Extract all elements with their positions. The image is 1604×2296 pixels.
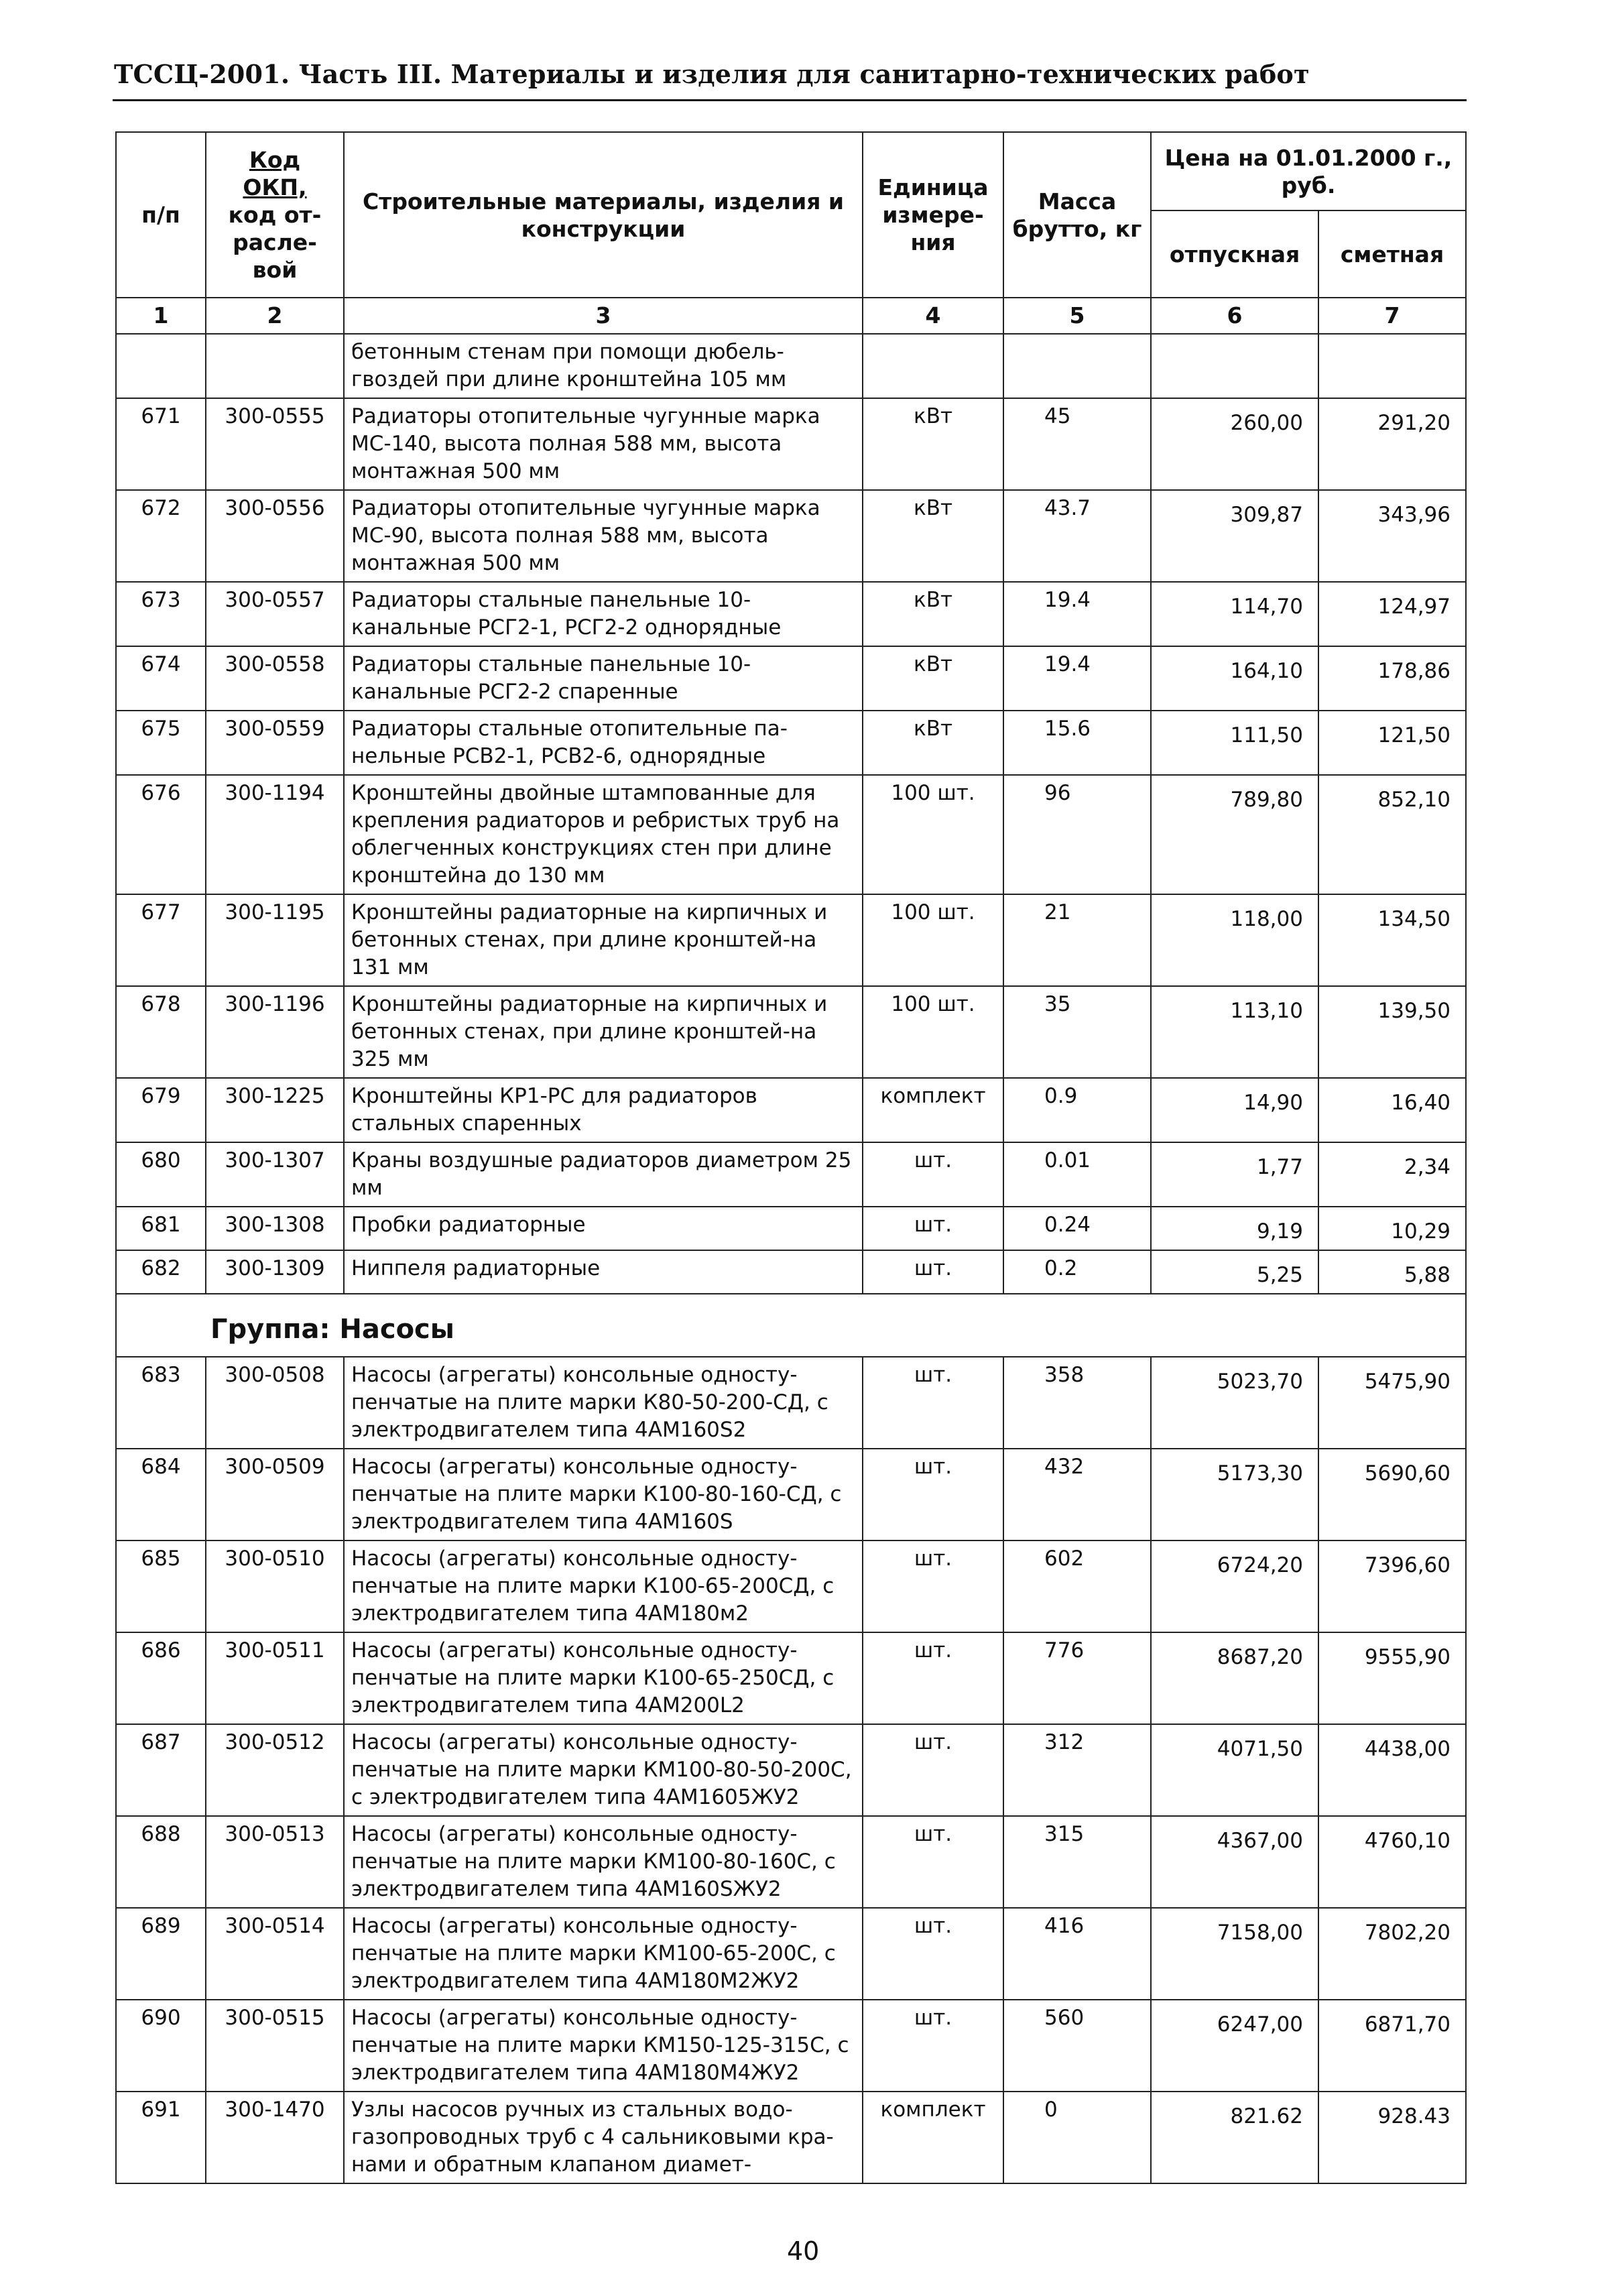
col-header-price-estimate: сметная [1318,210,1466,298]
col-header-num: п/п [116,132,206,298]
row-name: Ниппеля радиаторные [344,1250,863,1294]
row-name: Радиаторы отопительные чугунные марка МС-90, высота полная 588 мм, высота монтажная 500 мм [344,490,863,582]
row-unit: комплект [863,2092,1003,2183]
row-price-release: 1,77 [1151,1142,1318,1207]
row-code: 300-0510 [206,1540,344,1632]
col-header-name: Строительные материалы, изделия и конструкции [344,132,863,298]
row-price-estimate: 291,20 [1318,398,1466,490]
row-unit: шт. [863,1908,1003,2000]
row-mass: 312 [1003,1724,1151,1816]
row-unit: шт. [863,2000,1003,2092]
row-code: 300-0557 [206,582,344,646]
row-price-release: 164,10 [1151,646,1318,711]
row-number: 689 [116,1908,206,2000]
row-code: 300-0512 [206,1724,344,1816]
row-price-release: 6724,20 [1151,1540,1318,1632]
row-number: 674 [116,646,206,711]
row-price-release: 6247,00 [1151,2000,1318,2092]
table-row [116,2000,1466,2092]
row-price-estimate: 5475,90 [1318,1357,1466,1449]
row-price-release: 789,80 [1151,775,1318,894]
table-row [116,646,1466,711]
row-code: 300-0556 [206,490,344,582]
col-header-code-line5: вой [252,257,298,283]
row-code: 300-0558 [206,646,344,711]
row-mass: 19.4 [1003,646,1151,711]
row-name: Краны воздушные радиаторов диаметром 25 мм [344,1142,863,1207]
row-number: 671 [116,398,206,490]
row-number: 690 [116,2000,206,2092]
column-number: 5 [1003,298,1151,334]
row-code: 300-0555 [206,398,344,490]
row-code: 300-1307 [206,1142,344,1207]
row-price-estimate: 134,50 [1318,894,1466,986]
col-header-code-line4: расле- [233,229,317,255]
row-price-release: 118,00 [1151,894,1318,986]
row-price-estimate: 4438,00 [1318,1724,1466,1816]
table-row [116,1632,1466,1724]
row-name: Насосы (агрегаты) консольные односту-пенчатые на плите марки КМ150-125-315С, с электродвигателем типа 4АМ180М4ЖУ2 [344,2000,863,2092]
row-code: 300-0511 [206,1632,344,1724]
table-row [116,398,1466,490]
table-row [116,1724,1466,1816]
table-row [116,894,1466,986]
row-name: Кронштейны радиаторные на кирпичных и бетонных стенах, при длине кронштей-на 325 мм [344,986,863,1078]
row-mass: 0.2 [1003,1250,1151,1294]
row-unit: 100 шт. [863,986,1003,1078]
row-code: 300-0515 [206,2000,344,2092]
continuation-row [116,334,1466,398]
row-price-release: 5023,70 [1151,1357,1318,1449]
row-price-estimate: 139,50 [1318,986,1466,1078]
row-price-estimate: 124,97 [1318,582,1466,646]
row-unit: кВт [863,398,1003,490]
table-row [116,711,1466,775]
row-price-release: 4367,00 [1151,1816,1318,1908]
row-price-estimate: 5690,60 [1318,1449,1466,1540]
row-name: Насосы (агрегаты) консольные односту-пенчатые на плите марки К100-80-160-СД, с электродвигателем типа 4АМ160S [344,1449,863,1540]
group-row [116,1294,1466,1357]
row-name: Радиаторы стальные панельные 10-канальные РСГ2-1, РСГ2-2 однорядные [344,582,863,646]
table-row [116,1207,1466,1250]
row-code: 300-1309 [206,1250,344,1294]
table-row [116,1078,1466,1142]
row-unit: 100 шт. [863,894,1003,986]
row-mass: 776 [1003,1632,1151,1724]
row-number: 676 [116,775,206,894]
row-unit: шт. [863,1632,1003,1724]
row-mass: 0.01 [1003,1142,1151,1207]
row-price-release: 260,00 [1151,398,1318,490]
row-code: 300-1194 [206,775,344,894]
column-number: 4 [863,298,1003,334]
row-price-release: 5,25 [1151,1250,1318,1294]
row-price-estimate: 121,50 [1318,711,1466,775]
row-code: 300-0509 [206,1449,344,1540]
row-code: 300-0514 [206,1908,344,2000]
row-price-estimate: 852,10 [1318,775,1466,894]
row-code: 300-1195 [206,894,344,986]
row-name: Радиаторы отопительные чугунные марка МС-140, высота полная 588 мм, высота монтажная 500 мм [344,398,863,490]
table-row [116,1250,1466,1294]
row-mass: 0.24 [1003,1207,1151,1250]
row-name: Насосы (агрегаты) консольные односту-пенчатые на плите марки КМ100-80-50-200С, с электродвигателем типа 4АМ1605ЖУ2 [344,1724,863,1816]
row-price-estimate: 10,29 [1318,1207,1466,1250]
row-price-release: 4071,50 [1151,1724,1318,1816]
table-row [116,2092,1466,2183]
row-price-release: 14,90 [1151,1078,1318,1142]
row-price-release: 8687,20 [1151,1632,1318,1724]
page-number: 40 [787,2236,820,2266]
row-mass: 0 [1003,2092,1151,2183]
table-row [116,986,1466,1078]
table-row [116,1357,1466,1449]
row-mass: 432 [1003,1449,1151,1540]
row-price-release: 9,19 [1151,1207,1318,1250]
col-header-price-group: Цена на 01.01.2000 г., руб. [1151,132,1466,210]
row-name: Насосы (агрегаты) консольные односту-пенчатые на плите марки К80-50-200-СД, с электродвигателем типа 4АМ160S2 [344,1357,863,1449]
row-unit: шт. [863,1142,1003,1207]
row-code: 300-1308 [206,1207,344,1250]
col-header-code-line1: Код [249,147,301,173]
col-header-code [206,132,344,298]
row-number: 683 [116,1357,206,1449]
row-name: Кронштейны двойные штампованные для крепления радиаторов и ребристых труб на облегченных конструкциях стен при длине кронштейна до 130 мм [344,775,863,894]
row-number: 673 [116,582,206,646]
row-unit: шт. [863,1540,1003,1632]
row-price-release: 113,10 [1151,986,1318,1078]
row-name: Насосы (агрегаты) консольные односту-пенчатые на плите марки К100-65-200СД, с электродвигателем типа 4АМ180м2 [344,1540,863,1632]
row-mass: 43.7 [1003,490,1151,582]
row-number: 684 [116,1449,206,1540]
table-row [116,1540,1466,1632]
row-mass: 15.6 [1003,711,1151,775]
col-header-mass: Масса брутто, кг [1003,132,1151,298]
row-code: 300-0559 [206,711,344,775]
column-number: 2 [206,298,344,334]
row-unit: кВт [863,646,1003,711]
row-number: 681 [116,1207,206,1250]
row-price-estimate: 6871,70 [1318,2000,1466,2092]
col-header-code-line3: код от- [228,202,322,228]
row-price-release: 7158,00 [1151,1908,1318,2000]
row-number: 675 [116,711,206,775]
column-number: 6 [1151,298,1318,334]
row-number: 685 [116,1540,206,1632]
row-price-estimate: 7396,60 [1318,1540,1466,1632]
row-name: Кронштейны КР1-РС для радиаторов стальных спаренных [344,1078,863,1142]
row-unit: шт. [863,1250,1003,1294]
row-unit: шт. [863,1816,1003,1908]
row-name: Кронштейны радиаторные на кирпичных и бетонных стенах, при длине кронштей-на 131 мм [344,894,863,986]
row-number: 677 [116,894,206,986]
row-unit: кВт [863,711,1003,775]
row-number: 686 [116,1632,206,1724]
col-header-price-release: отпускная [1151,210,1318,298]
row-name: Пробки радиаторные [344,1207,863,1250]
row-price-estimate: 178,86 [1318,646,1466,711]
row-number: 680 [116,1142,206,1207]
row-price-estimate: 9555,90 [1318,1632,1466,1724]
row-mass: 315 [1003,1816,1151,1908]
table-row [116,1816,1466,1908]
row-number: 672 [116,490,206,582]
row-name: Узлы насосов ручных из стальных водо-газопроводных труб с 4 сальниковыми кра-нами и обратным клапаном диамет- [344,2092,863,2183]
row-unit: кВт [863,490,1003,582]
row-price-estimate: 16,40 [1318,1078,1466,1142]
row-mass: 45 [1003,398,1151,490]
row-price-release: 114,70 [1151,582,1318,646]
materials-price-table [115,131,1467,2184]
row-unit: 100 шт. [863,775,1003,894]
row-unit: шт. [863,1449,1003,1540]
row-mass: 602 [1003,1540,1151,1632]
row-unit: кВт [863,582,1003,646]
continuation-text: бетонным стенам при помощи дюбель-гвоздей при длине кронштейна 105 мм [344,334,863,398]
row-code: 300-1470 [206,2092,344,2183]
row-mass: 96 [1003,775,1151,894]
table-row [116,1449,1466,1540]
row-code: 300-1196 [206,986,344,1078]
row-price-release: 821.62 [1151,2092,1318,2183]
row-number: 678 [116,986,206,1078]
table-row [116,582,1466,646]
row-price-estimate: 4760,10 [1318,1816,1466,1908]
group-title: Группа: Насосы [116,1294,1466,1357]
row-number: 691 [116,2092,206,2183]
row-code: 300-0508 [206,1357,344,1449]
page-header-title: ТССЦ-2001. Часть III. Материалы и изделия для санитарно-технических работ [114,59,1310,89]
row-price-release: 111,50 [1151,711,1318,775]
row-name: Радиаторы стальные отопительные па-нельные РСВ2-1, РСВ2-6, однорядные [344,711,863,775]
table-row [116,490,1466,582]
table-row [116,1142,1466,1207]
column-number: 3 [344,298,863,334]
row-mass: 19.4 [1003,582,1151,646]
row-code: 300-0513 [206,1816,344,1908]
row-mass: 358 [1003,1357,1151,1449]
row-price-estimate: 5,88 [1318,1250,1466,1294]
row-price-release: 5173,30 [1151,1449,1318,1540]
header-divider [113,99,1467,101]
row-name: Насосы (агрегаты) консольные односту-пенчатые на плите марки К100-65-250СД, с электродвигателем типа 4АМ200L2 [344,1632,863,1724]
row-number: 688 [116,1816,206,1908]
row-price-estimate: 928.43 [1318,2092,1466,2183]
row-mass: 416 [1003,1908,1151,2000]
table-row [116,1908,1466,2000]
row-name: Насосы (агрегаты) консольные односту-пенчатые на плите марки КМ100-65-200С, с электродвигателем типа 4АМ180М2ЖУ2 [344,1908,863,2000]
col-header-code-line2: ОКП, [243,174,307,200]
row-price-estimate: 7802,20 [1318,1908,1466,2000]
col-header-unit: Единица измере-ния [863,132,1003,298]
row-name: Насосы (агрегаты) консольные односту-пенчатые на плите марки КМ100-80-160С, с электродвигателем типа 4АМ160SЖУ2 [344,1816,863,1908]
row-unit: комплект [863,1078,1003,1142]
row-mass: 21 [1003,894,1151,986]
row-unit: шт. [863,1357,1003,1449]
column-number: 1 [116,298,206,334]
row-name: Радиаторы стальные панельные 10-канальные РСГ2-2 спаренные [344,646,863,711]
row-mass: 560 [1003,2000,1151,2092]
row-mass: 0.9 [1003,1078,1151,1142]
row-price-estimate: 343,96 [1318,490,1466,582]
row-unit: шт. [863,1724,1003,1816]
column-number: 7 [1318,298,1466,334]
row-mass: 35 [1003,986,1151,1078]
row-number: 682 [116,1250,206,1294]
row-unit: шт. [863,1207,1003,1250]
row-code: 300-1225 [206,1078,344,1142]
table-row [116,775,1466,894]
row-price-estimate: 2,34 [1318,1142,1466,1207]
row-number: 687 [116,1724,206,1816]
row-number: 679 [116,1078,206,1142]
row-price-release: 309,87 [1151,490,1318,582]
